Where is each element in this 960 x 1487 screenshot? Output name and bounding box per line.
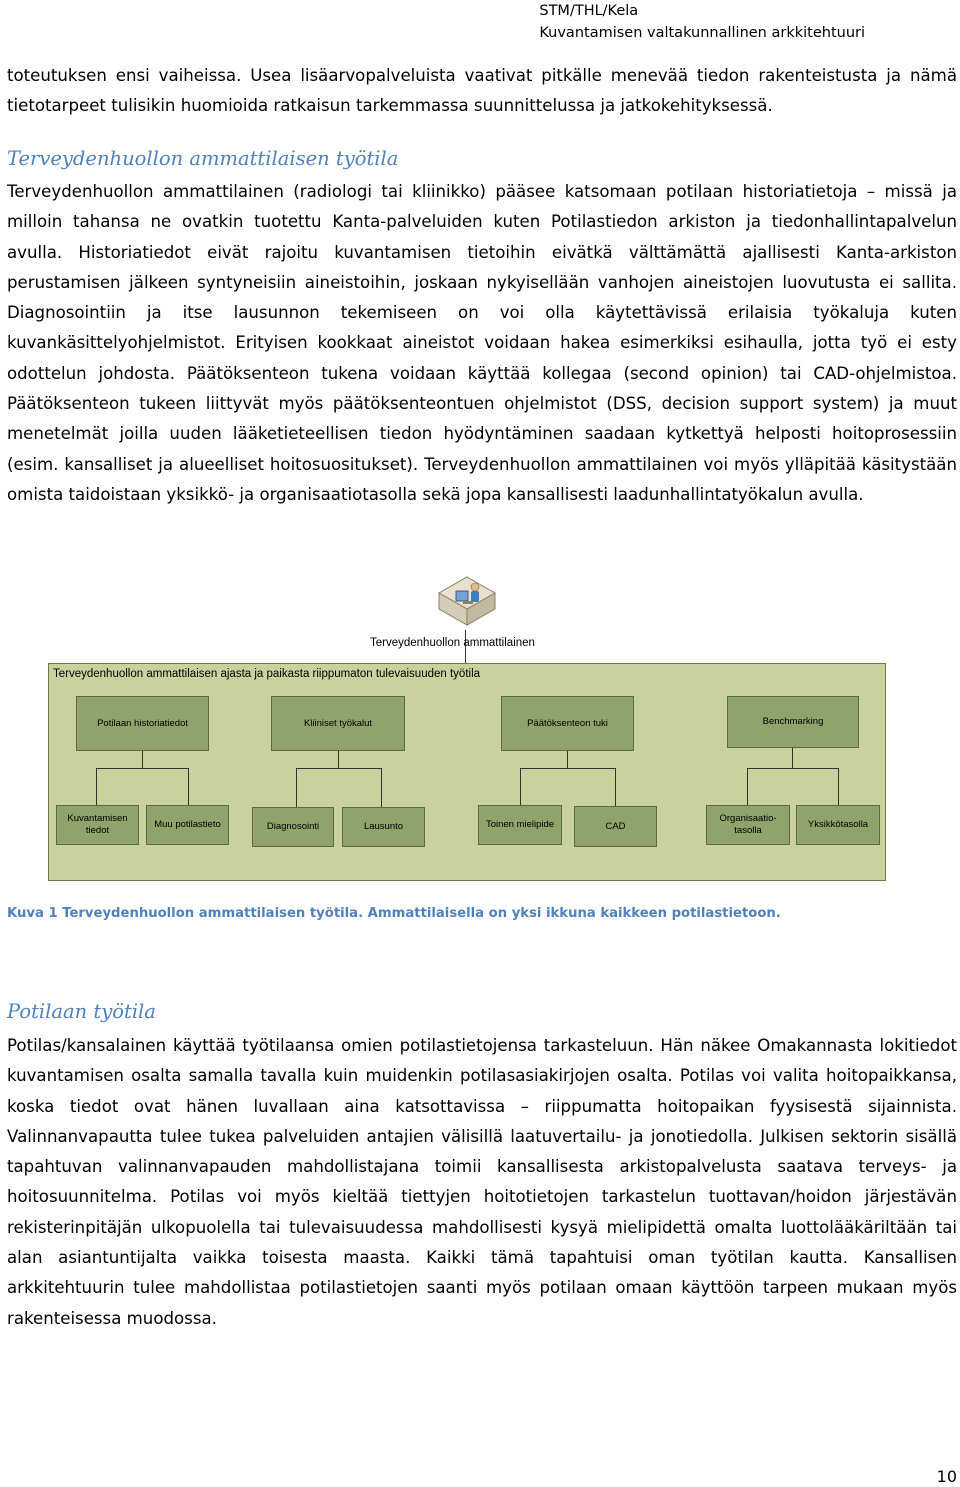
- workspace-diagram: [0, 570, 960, 890]
- box-unit-level: Yksikkötasolla: [796, 805, 880, 845]
- figure-caption: Kuva 1 Terveydenhuollon ammattilaisen työtila. Ammattilaisella on yksi ikkuna kaikkeen potilastietoon.: [7, 906, 781, 921]
- box-organisation-level: Organisaatio-tasolla: [706, 805, 790, 845]
- connector: [338, 751, 339, 768]
- box-benchmarking: Benchmarking: [727, 696, 859, 748]
- connector: [296, 768, 297, 807]
- box-clinical-tools: Kliiniset työkalut: [271, 696, 405, 751]
- connector: [381, 768, 382, 807]
- box-imaging-data: Kuvantamisen tiedot: [56, 805, 139, 845]
- connector: [520, 768, 521, 805]
- connector: [567, 751, 568, 768]
- connector: [615, 768, 616, 806]
- connector: [838, 768, 839, 805]
- section-heading-professional: Terveydenhuollon ammattilaisen työtila: [7, 147, 399, 170]
- intro-paragraph: toteutuksen ensi vaiheissa. Usea lisäarvopalveluista vaativat pitkälle menevää tiedon rakenteistusta ja nämä tietotarpeet tulisikin huomioida ratkaisun tarkemmassa suunnittelussa ja jatkokehityksessä.: [7, 66, 957, 116]
- actor-label: Terveydenhuollon ammattilainen: [370, 637, 535, 649]
- section-body-professional: Terveydenhuollon ammattilainen (radiologi tai kliinikko) pääsee katsomaan potilaan historiatietoja – missä ja milloin tahansa ne ovatkin tuotettu Kanta-palveluiden kuten Potilastiedon arkiston ja tiedonhallintapalvelun avulla. Historiatiedot eivät rajoitu kuvantamisen tietoihin eivätkä välttämättä ajallisesti Kanta-arkiston perustamisen jälkeen syntyneisiin aineistoihin, joskaan nykyisellään vanhojen aineistojen luovutusta ei sallita. Diagnosointiin ja itse lausunnon tekemiseen on voi olla käytettävissä erilaisia työkaluja kuten kuvankäsittelyohjelmistot. Erityisen kookkaat aineistot voidaan hakea esimerkiksi esihaulla, jotta työ ei esty odottelun johdosta. Päätöksenteon tukena voidaan käyttää kollegaa (second opinion) tai CAD-ohjelmistoa. Päätöksenteon tukeen liittyvät myös päätöksenteontuen ohjelmistot (DSS, decision support system) ja muut menetelmät joilla uuden lääketieteellisen tiedon hyödyntäminen saadaan kytkettyä helposti hoitoprosessiin (esim. kansalliset ja alueelliset hoitosuositukset). Terveydenhuollon ammattilainen voi myös ylläpitää käsitystään omista taidoistaan yksikkö- ja organisaatiotasolla sekä jopa kansallisesti laadunhallintatyökalun avulla.: [7, 182, 957, 504]
- connector: [188, 768, 189, 805]
- page-header: [539, 0, 865, 44]
- connector: [96, 768, 97, 805]
- connector: [296, 768, 382, 769]
- box-patient-history: Potilaan historiatiedot: [76, 696, 209, 751]
- header-doc-title: Kuvantamisen valtakunnallinen arkkitehtuuri: [539, 25, 865, 41]
- box-decision-support: Päätöksenteon tuki: [501, 696, 634, 751]
- workspace-container-title: Terveydenhuollon ammattilaisen ajasta ja paikasta riippumaton tulevaisuuden työtila: [53, 668, 481, 680]
- box-second-opinion: Toinen mielipide: [478, 805, 562, 845]
- box-other-patient-data: Muu potilastieto: [146, 805, 229, 845]
- connector: [792, 748, 793, 768]
- professional-workstation-icon: [437, 575, 497, 631]
- connector: [142, 751, 143, 768]
- header-org: STM/THL/Kela: [539, 3, 639, 19]
- section-body-patient: Potilas/kansalainen käyttää työtilaansa omien potilastietojensa tarkasteluun. Hän näkee Omakannasta lokitiedot kuvantamisen osalta samalla tavalla kuin muidenkin potilasasiakirjojen osalta. Potilas voi valita hoitopaikkansa, koska tiedot ovat hänen luvallaan aina katsottavissa – riippumatta hoitopaikan fyysisestä sijainnista. Valinnanvapautta tulee tukea palveluiden antajien välisillä laatuvertailu- ja jonotiedolla. Julkisen sektorin sisällä tapahtuvan valinnanvapauden mahdollistajana toimii kansallisesta arkistopalvelusta saatava terveys- ja hoitosuunnitelma. Potilas voi myös kieltää tiettyjen hoitotietojen tarkastelun tuottavan/hoidon järjestävän rekisterinpitäjän ulkopuolella tai tulevaisuudessa mahdollisesti kysyä mielipidettä omalta luottolääkäriltään tai alan asiantuntijalta vaikka toisesta maasta. Kaikki tämä tapahtuisi oman työtilan kautta. Kansallisen arkkitehtuurin tulee mahdollistaa potilastietojen saanti myös potilaan omaan käyttöön tarpeen mukaan myös rakenteisessa muodossa.: [7, 1036, 957, 1328]
- box-diagnosis: Diagnosointi: [252, 807, 334, 847]
- box-cad: CAD: [574, 806, 657, 847]
- box-statement: Lausunto: [342, 807, 425, 847]
- connector: [747, 768, 748, 805]
- section-heading-patient: Potilaan työtila: [7, 1000, 156, 1023]
- connector: [747, 768, 839, 769]
- connector: [96, 768, 189, 769]
- connector: [520, 768, 615, 769]
- page-number: 10: [936, 1467, 957, 1486]
